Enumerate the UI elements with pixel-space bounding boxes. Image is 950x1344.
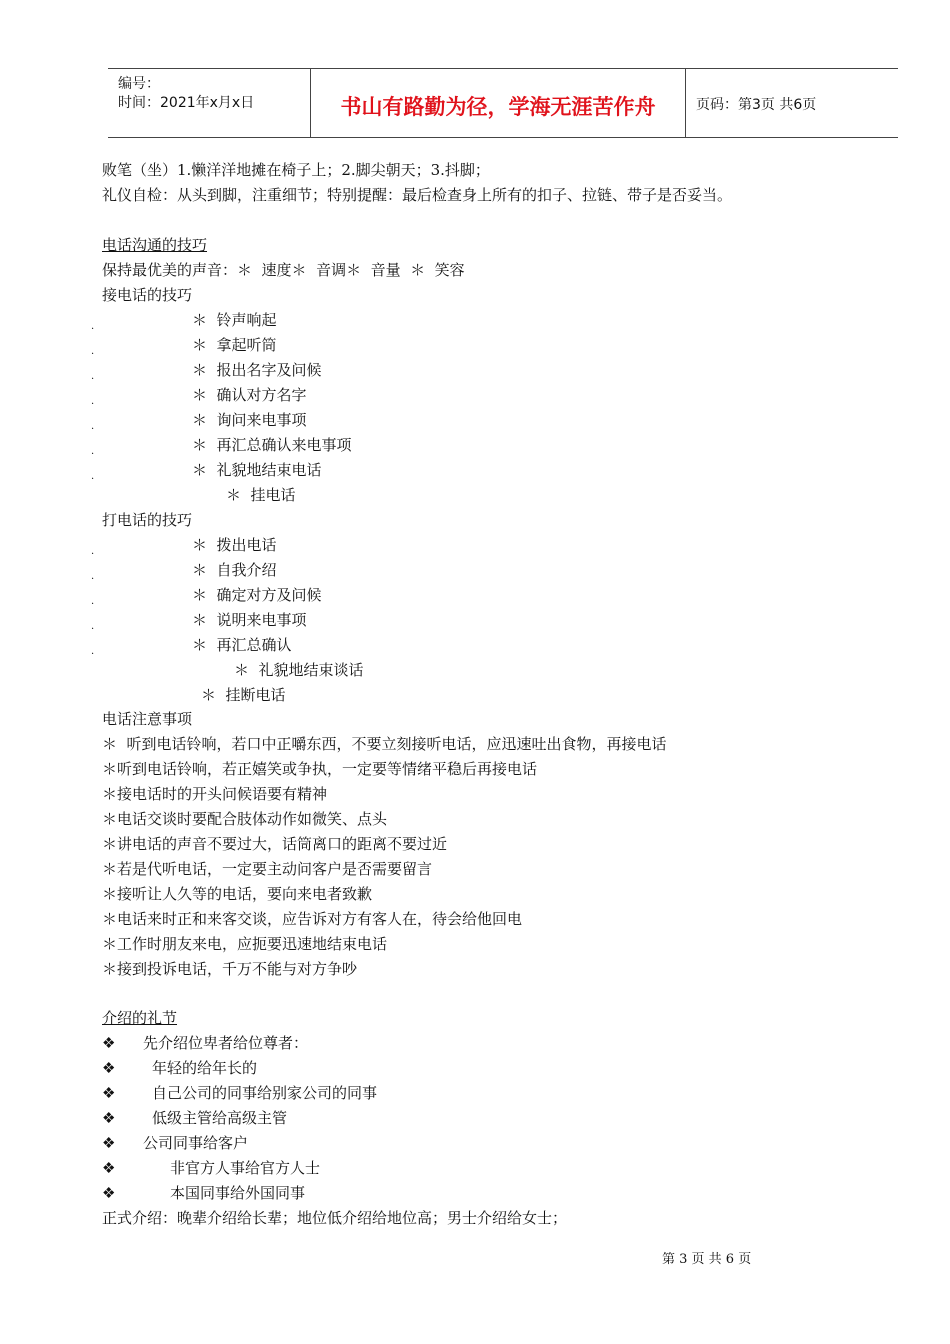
section-heading-introduction: 介绍的礼节 bbox=[102, 1009, 178, 1027]
bullet-dot: . bbox=[91, 471, 95, 482]
list-item: ＊ 报出名字及问候 bbox=[192, 361, 322, 379]
bullet-dot: . bbox=[91, 596, 95, 607]
intro-item: 年轻的给年长的 bbox=[152, 1059, 258, 1077]
body-line-bad-sitting: 败笔（坐）1.懒洋洋地摊在椅子上；2.脚尖朝天；3.抖脚； bbox=[102, 161, 490, 179]
bullet-dot: . bbox=[91, 621, 95, 632]
list-item: ＊ 挂断电话 bbox=[201, 686, 286, 704]
header-motto: 书山有路勤为径，学海无涯苦作舟 bbox=[340, 95, 656, 119]
note-item: ＊接电话时的开头问候语要有精神 bbox=[102, 785, 328, 803]
list-item: ＊ 铃声响起 bbox=[192, 311, 277, 329]
intro-item: 低级主管给高级主管 bbox=[152, 1109, 288, 1127]
list-item: ＊ 再汇总确认来电事项 bbox=[192, 436, 352, 454]
diamond-bullet-icon: ❖ bbox=[102, 1059, 116, 1077]
intro-item: 先介绍位卑者给位尊者： bbox=[143, 1034, 309, 1052]
note-item: ＊接听让人久等的电话，要向来电者致歉 bbox=[102, 885, 373, 903]
note-item: ＊接到投诉电话，千万不能与对方争吵 bbox=[102, 960, 358, 978]
body-line-formal-intro: 正式介绍：晚辈介绍给长辈；地位低介绍给地位高；男士介绍给女士； bbox=[102, 1209, 568, 1227]
bullet-dot: . bbox=[91, 646, 95, 657]
header-middle-cell bbox=[311, 69, 686, 137]
section-heading-phone: 电话沟通的技巧 bbox=[102, 236, 208, 254]
note-item: ＊电话交谈时要配合肢体动作如微笑、点头 bbox=[102, 810, 388, 828]
document-time-label: 时间：2021年x月x日 bbox=[118, 95, 255, 111]
intro-item: 公司同事给客户 bbox=[143, 1134, 249, 1152]
note-item: ＊ 听到电话铃响，若口中正嚼东西，不要立刻接听电话，应迅速吐出食物，再接电话 bbox=[102, 735, 667, 753]
note-item: ＊讲电话的声音不要过大，话筒离口的距离不要过近 bbox=[102, 835, 448, 853]
list-item: ＊ 确认对方名字 bbox=[192, 386, 307, 404]
header-page-info: 页码：第3页 共6页 bbox=[696, 97, 817, 113]
list-item: ＊ 确定对方及问候 bbox=[192, 586, 322, 604]
body-line-voice: 保持最优美的声音：＊ 速度＊ 音调＊ 音量 ＊ 笑容 bbox=[102, 261, 465, 279]
bullet-dot: . bbox=[91, 371, 95, 382]
page-footer: 第 3 页 共 6 页 bbox=[662, 1252, 752, 1267]
bullet-dot: . bbox=[91, 346, 95, 357]
bullet-dot: . bbox=[91, 321, 95, 332]
list-item: ＊ 自我介绍 bbox=[192, 561, 277, 579]
bullet-dot: . bbox=[91, 421, 95, 432]
list-item: ＊ 礼貌地结束谈话 bbox=[234, 661, 364, 679]
bullet-dot: . bbox=[91, 446, 95, 457]
note-item: ＊若是代听电话，一定要主动问客户是否需要留言 bbox=[102, 860, 433, 878]
diamond-bullet-icon: ❖ bbox=[102, 1109, 116, 1127]
diamond-bullet-icon: ❖ bbox=[102, 1084, 116, 1102]
list-item: ＊ 说明来电事项 bbox=[192, 611, 307, 629]
note-item: ＊电话来时正和来客交谈，应告诉对方有客人在，待会给他回电 bbox=[102, 910, 523, 928]
body-line-self-check: 礼仪自检：从头到脚，注重细节；特别提醒：最后检查身上所有的扣子、拉链、带子是否妥当。 bbox=[102, 186, 733, 204]
document-number-label: 编号： bbox=[118, 76, 160, 92]
subheading-make-call: 打电话的技巧 bbox=[102, 511, 193, 529]
header-left-cell bbox=[108, 69, 311, 137]
list-item: ＊ 询问来电事项 bbox=[192, 411, 307, 429]
subheading-phone-notes: 电话注意事项 bbox=[102, 710, 193, 728]
intro-item: 本国同事给外国同事 bbox=[170, 1184, 306, 1202]
diamond-bullet-icon: ❖ bbox=[102, 1159, 116, 1177]
diamond-bullet-icon: ❖ bbox=[102, 1134, 116, 1152]
list-item: ＊ 再汇总确认 bbox=[192, 636, 292, 654]
bullet-dot: . bbox=[91, 396, 95, 407]
note-item: ＊听到电话铃响，若正嬉笑或争执，一定要等情绪平稳后再接电话 bbox=[102, 760, 538, 778]
list-item: ＊ 挂电话 bbox=[226, 486, 296, 504]
list-item: ＊ 拨出电话 bbox=[192, 536, 277, 554]
bullet-dot: . bbox=[91, 546, 95, 557]
intro-item: 自己公司的同事给别家公司的同事 bbox=[152, 1084, 378, 1102]
intro-item: 非官方人事给官方人士 bbox=[170, 1159, 321, 1177]
subheading-receive-call: 接电话的技巧 bbox=[102, 286, 193, 304]
page-header bbox=[108, 68, 898, 138]
list-item: ＊ 拿起听筒 bbox=[192, 336, 277, 354]
note-item: ＊工作时朋友来电，应扼要迅速地结束电话 bbox=[102, 935, 388, 953]
list-item: ＊ 礼貌地结束电话 bbox=[192, 461, 322, 479]
diamond-bullet-icon: ❖ bbox=[102, 1034, 116, 1052]
diamond-bullet-icon: ❖ bbox=[102, 1184, 116, 1202]
header-right-cell bbox=[686, 69, 898, 137]
bullet-dot: . bbox=[91, 571, 95, 582]
